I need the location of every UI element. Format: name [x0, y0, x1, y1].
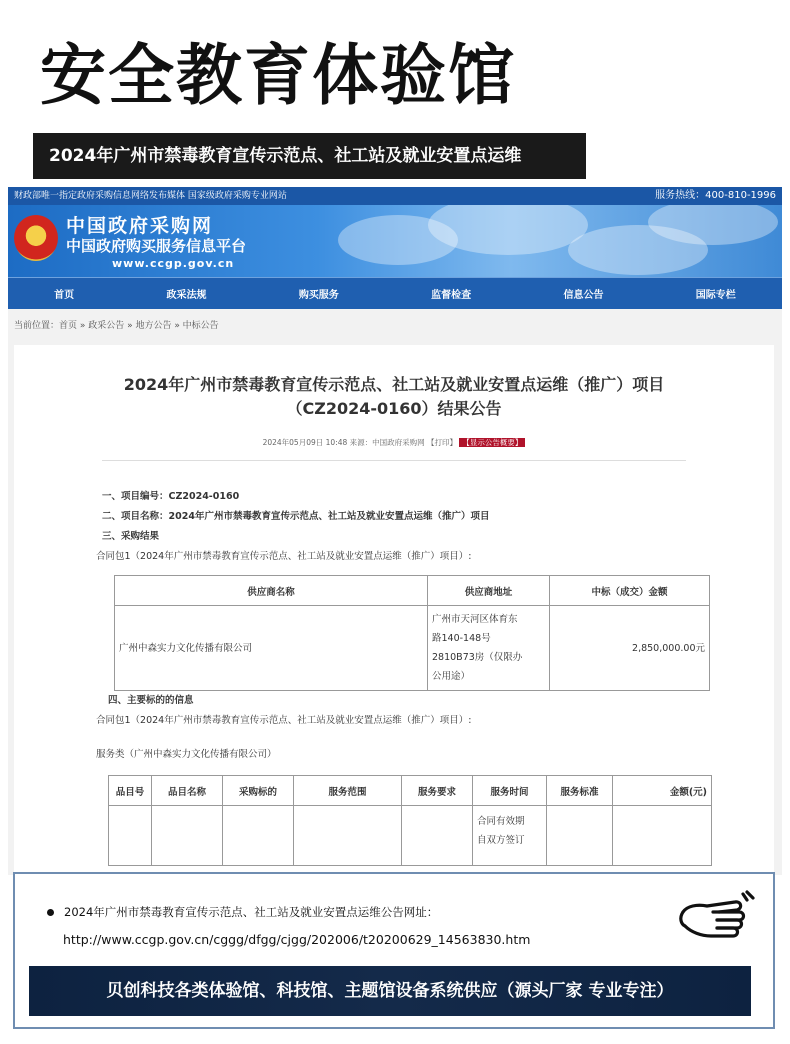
table-header: 供应商名称 — [115, 576, 428, 606]
breadcrumb: 当前位置：首页 » 政采公告 » 地方公告 » 中标公告 — [14, 321, 219, 331]
nav-home[interactable]: 首页 — [54, 290, 75, 301]
nav-purchase-services[interactable]: 购买服务 — [298, 290, 339, 301]
table-header: 品目名称 — [152, 776, 223, 806]
site-url: www.ccgp.gov.cn — [112, 257, 235, 270]
table-header: 中标（成交）金额 — [550, 576, 710, 606]
article-panel — [14, 345, 774, 875]
items-table — [108, 775, 712, 866]
notice-line — [47, 904, 438, 920]
article-title — [14, 345, 774, 421]
package-line: 合同包1（2024年广州市禁毒教育宣传示范点、社工站及就业安置点运维（推广）项目）: — [96, 551, 472, 562]
hotline-text: 服务热线：400-810-1996 — [655, 190, 776, 201]
notice-url[interactable]: http://www.ccgp.gov.cn/cggg/dfgg/cjgg/202006/t20200629_14563830.htm — [63, 932, 531, 947]
section-project-name: 二、项目名称：2024年广州市禁毒教育宣传示范点、社工站及就业安置点运维（推广）项目 — [102, 511, 490, 522]
table-row — [109, 806, 712, 866]
site-banner — [8, 205, 782, 277]
table-header: 采购标的 — [223, 776, 294, 806]
section-project-number: 一、项目编号：CZ2024-0160 — [102, 491, 240, 502]
supplier-name: 广州中森实力文化传播有限公司 — [115, 606, 428, 691]
main-nav — [8, 277, 782, 309]
divider — [102, 460, 686, 461]
service-type: 服务类（广州中森实力文化传播有限公司） — [96, 749, 277, 760]
hero-title: 安全教育体验馆 — [40, 37, 516, 114]
table-header: 服务时间 — [473, 776, 547, 806]
bottom-banner: 贝创科技各类体验馆、科技馆、主题馆设备系统供应（源头厂家 专业专注） — [29, 966, 751, 1016]
site-name-line1: 中国政府采购网 — [66, 215, 214, 237]
article-body-2 — [14, 691, 774, 765]
hero-subtitle: 2024年广州市禁毒教育宣传示范点、社工站及就业安置点运维 — [33, 133, 586, 179]
table-header: 品目号 — [109, 776, 152, 806]
supplier-address: 广州市天河区体育东 路140-148号 2810B73房（仅限办 公用途） — [428, 606, 550, 691]
site-name-line2: 中国政府购买服务信息平台 — [66, 237, 247, 255]
section-main-items: 四、主要标的的信息 — [108, 695, 194, 706]
article-meta — [14, 437, 774, 448]
table-header: 供应商地址 — [428, 576, 550, 606]
article-title-line2: （CZ2024-0160）结果公告 — [286, 399, 502, 418]
ccgp-screenshot — [8, 187, 782, 875]
nav-regulations[interactable]: 政采法规 — [166, 290, 207, 301]
result-table — [114, 575, 710, 691]
package-line-2: 合同包1（2024年广州市禁毒教育宣传示范点、社工站及就业安置点运维（推广）项目）: — [96, 715, 472, 726]
table-header: 金额(元) — [613, 776, 712, 806]
article-meta-text: 2024年05月09日 10:48 来源：中国政府采购网 【打印】 — [262, 438, 458, 447]
table-header: 服务标准 — [547, 776, 613, 806]
nav-international[interactable]: 国际专栏 — [695, 290, 736, 301]
nav-announcements[interactable]: 信息公告 — [563, 290, 604, 301]
notice-text: 2024年广州市禁毒教育宣传示范点、社工站及就业安置点运维公告网址： — [64, 905, 439, 919]
article-title-line1: 2024年广州市禁毒教育宣传示范点、社工站及就业安置点运维（推广）项目 — [123, 375, 665, 394]
pointing-hand-icon — [677, 890, 757, 950]
top-strip-text: 财政部唯一指定政府采购信息网络发布媒体 国家级政府采购专业网站 — [14, 191, 287, 201]
national-emblem-icon: ★ — [14, 215, 58, 261]
section-result: 三、采购结果 — [102, 531, 160, 542]
footer-card — [13, 872, 775, 1029]
show-summary-button[interactable]: 【显示公告概要】 — [459, 438, 525, 447]
nav-supervision[interactable]: 监督检查 — [431, 290, 472, 301]
top-info-strip — [8, 187, 782, 205]
award-amount: 2,850,000.00元 — [550, 606, 710, 691]
table-row — [115, 606, 710, 691]
table-header: 服务要求 — [402, 776, 473, 806]
table-header: 服务范围 — [294, 776, 402, 806]
service-time: 合同有效期 自双方签订 — [473, 806, 547, 866]
bullet-icon — [47, 909, 54, 916]
article-body — [14, 487, 774, 567]
